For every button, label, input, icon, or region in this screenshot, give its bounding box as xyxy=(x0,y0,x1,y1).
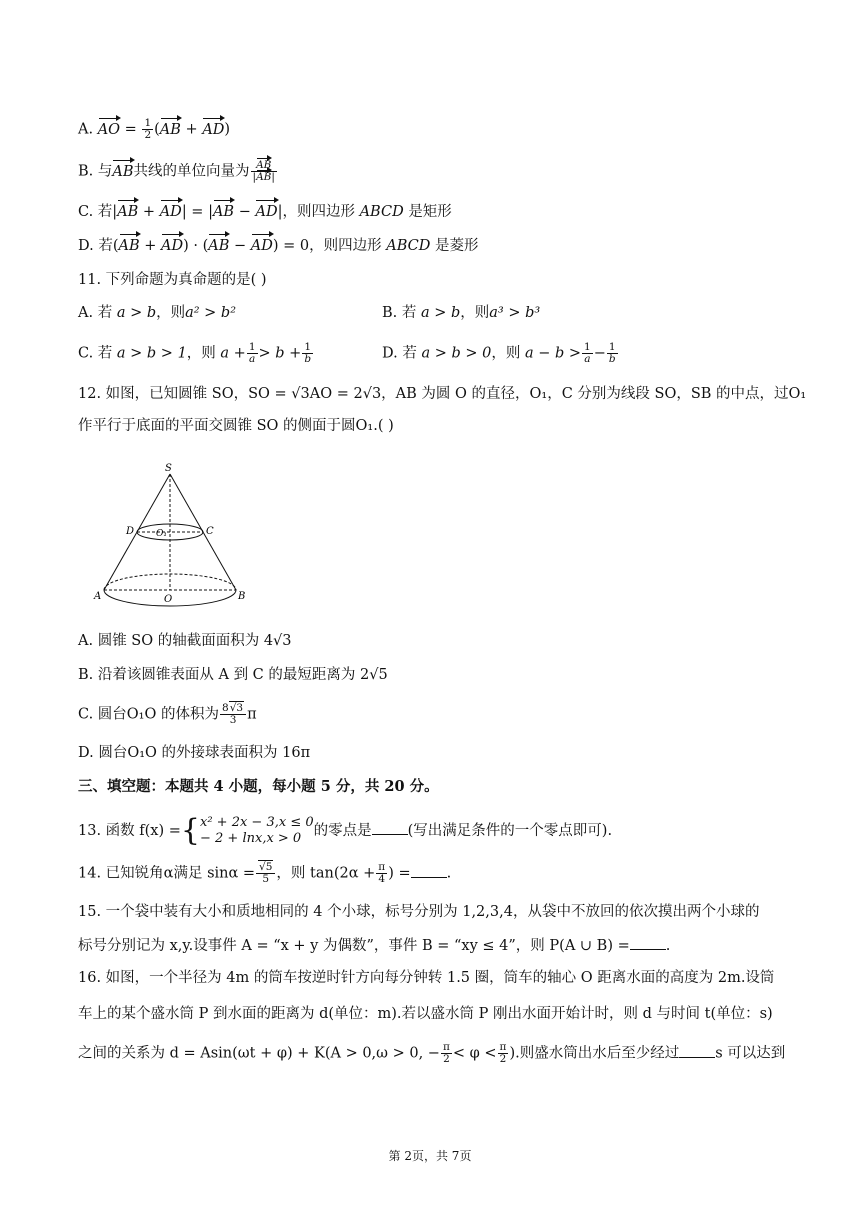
label-c: C xyxy=(206,526,214,537)
q16-line1: 16. 如图，一个半径为 4m 的筒车按逆时针方向每分钟转 1.5 圈，筒车的轴心 O 距离水面的高度为 2m.设筒 xyxy=(78,970,775,986)
answer-blank[interactable] xyxy=(411,863,447,878)
label-d: D xyxy=(126,526,135,537)
q12-stem-line2: 作平行于底面的平面交圆锥 SO 的侧面于圆O₁.( ) xyxy=(78,418,394,434)
q14: 14. 已知锐角α满足 sinα = $\frac{√5}{5}$ ，则 tan(2α + $\frac{\pi}{4}$ ) = . xyxy=(78,861,452,885)
vector-ao: AO xyxy=(97,121,121,138)
q16-line3: 之间的关系为 d = Asin(ωt + φ) + K(A > 0,ω > 0, − $\frac{\pi}{2}$ < φ < $\frac{\pi}{2}$ ).则盛水筒出水后至少经过 s 可以达到 xyxy=(78,1041,786,1065)
answer-blank[interactable] xyxy=(372,820,408,835)
q12-option-a: A. 圆锥 SO 的轴截面面积为 4√3 xyxy=(78,633,292,649)
q11-option-c: C. 若 a > b > 1，则 a + $\frac{1}{a}$ > b + $\frac{1}{b}$ xyxy=(78,341,312,365)
section-title: 三、填空题：本题共 4 小题，每小题 5 分，共 20 分。 xyxy=(78,778,439,795)
page-footer: 第 2页，共 7页 xyxy=(388,1149,472,1163)
q12-option-b: B. 沿着该圆锥表面从 A 到 C 的最短距离为 2√5 xyxy=(78,667,388,683)
q12-stem-line1: 12. 如图，已知圆锥 SO，SO = √3AO = 2√3，AB 为圆 O 的直径，O₁，C 分别为线段 SO，SB 的中点，过O₁ xyxy=(78,386,807,402)
answer-blank[interactable] xyxy=(630,935,666,950)
answer-blank[interactable] xyxy=(679,1043,715,1058)
q10-option-c: C. 若|AB + AD| = |AB − AD|，则四边形 ABCD 是矩形 xyxy=(78,204,452,220)
q15-line1: 15. 一个袋中装有大小和质地相同的 4 个小球，标号分别为 1,2,3,4，从袋中不放回的依次摸出两个小球的 xyxy=(78,904,760,920)
label-b: B xyxy=(238,591,246,602)
q12-option-d: D. 圆台O₁O 的外接球表面积为 16π xyxy=(78,745,311,761)
label-s: S xyxy=(165,463,172,474)
label-o1: O₁ xyxy=(156,529,167,539)
q15-line2: 标号分别记为 x,y.设事件 A = “x + y 为偶数”，事件 B = “xy ≤ 4”，则 P(A ∪ B) = . xyxy=(78,935,670,956)
label-a: A xyxy=(94,591,102,602)
q11-stem: 11. 下列命题为真命题的是( ) xyxy=(78,272,267,288)
q10-option-b: B. 与AB共线的单位向量为 $\frac{AB}{|AB|}$ xyxy=(78,159,275,183)
option-label: A. xyxy=(78,121,94,138)
label-o: O xyxy=(164,594,173,605)
cone-figure xyxy=(92,462,262,608)
q10-option-a: A. AO = $\frac{1}{2}$ (AB + AD) xyxy=(78,117,231,141)
q10-option-d: D. 若(AB + AD) · (AB − AD) = 0，则四边形 ABCD 是菱形 xyxy=(78,238,479,254)
q12-option-c: C. 圆台O₁O 的体积为 $\frac{8√3}{3}$ π xyxy=(78,702,257,726)
unit-vector-fraction: $\frac{AB}{|AB|}$ xyxy=(252,159,275,183)
q16-line2: 车上的某个盛水筒 P 到水面的距离为 d(单位：m).若以盛水筒 P 刚出水面开始计时，则 d 与时间 t(单位：s) xyxy=(78,1006,773,1022)
fraction-half: $\frac{1}{2}$ xyxy=(144,117,152,141)
q11-option-d: D. 若 a > b > 0，则 a − b > $\frac{1}{a}$ − $\frac{1}{b}$ xyxy=(382,341,616,365)
q11-option-a: A. 若 a > b，则a² > b² xyxy=(78,305,237,321)
q13: 13. 函数 f(x) ={ x² + 2x − 3,x ≤ 0 − 2 + lnx,x > 0 的零点是 (写出满足条件的一个零点即可). xyxy=(78,813,613,848)
q11-option-b: B. 若 a > b，则a³ > b³ xyxy=(382,305,541,321)
